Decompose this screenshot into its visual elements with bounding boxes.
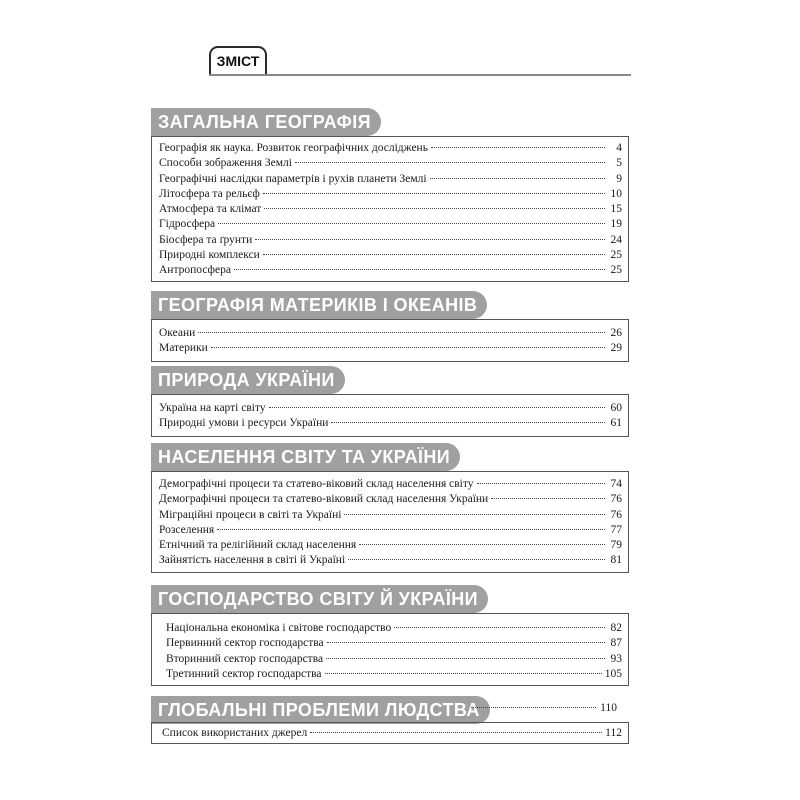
toc-entry[interactable] (159, 202, 622, 217)
toc-entry-title: Океани (159, 327, 196, 339)
toc-entry[interactable] (166, 667, 622, 682)
dot-leader (218, 223, 605, 224)
section-title: ГЕОГРАФІЯ МАТЕРИКІВ І ОКЕАНІВ (151, 291, 487, 319)
dot-leader (263, 193, 605, 194)
section-economy (151, 585, 631, 686)
toc-entry-page: 105 (604, 667, 622, 680)
toc-entry[interactable] (159, 508, 622, 523)
toc-entry-page: 93 (610, 652, 622, 665)
dot-leader (198, 332, 605, 333)
toc-entry-title: Розселення (159, 523, 215, 536)
toc-entry[interactable] (159, 523, 622, 538)
toc-entry-title: Первинний сектор господарства (166, 637, 324, 650)
toc-entry-page: 25 (610, 264, 622, 277)
toc-entry-title: Природні комплекси (159, 249, 260, 262)
section-title: ПРИРОДА УКРАЇНИ (151, 366, 345, 394)
toc-entry[interactable] (159, 172, 622, 187)
toc-entry-page: 26 (610, 327, 622, 339)
toc-entry-page: 15 (610, 203, 622, 216)
contents-title: ЗМІСТ (209, 46, 267, 74)
header-rule (209, 74, 631, 76)
dot-leader (394, 627, 605, 628)
dot-leader (471, 707, 596, 708)
toc-entry[interactable] (166, 636, 622, 651)
toc-entry-page: 5 (616, 157, 622, 170)
toc-entry-page: 19 (610, 218, 622, 231)
dot-leader (327, 642, 605, 643)
toc-entry[interactable] (159, 538, 622, 553)
toc-entry-page: 82 (610, 622, 622, 634)
section-title[interactable]: ГЛОБАЛЬНІ ПРОБЛЕМИ ЛЮДСТВА (151, 696, 490, 724)
toc-entry-page: 87 (610, 637, 622, 650)
section-general-geography (151, 108, 631, 282)
toc-entry[interactable] (166, 621, 622, 636)
toc-entry-sources[interactable] (162, 726, 622, 741)
section-page: 110 (600, 702, 617, 714)
dot-leader (326, 658, 605, 659)
toc-entry-title: Природні умови і ресурси України (159, 417, 329, 430)
toc-entry-page: 9 (616, 172, 622, 185)
dot-leader (344, 514, 605, 515)
section-title-leader (471, 702, 617, 714)
toc-entry-title: Демографічні процеси та статево-віковий склад населення України (159, 493, 489, 506)
section-title: НАСЕЛЕННЯ СВІТУ ТА УКРАЇНИ (151, 443, 460, 471)
section-items (151, 471, 629, 573)
toc-entry-title: Способи зображення Землі (159, 157, 292, 170)
toc-entry-title: Національна економіка і світове господарство (166, 622, 392, 634)
dot-leader (477, 483, 606, 484)
toc-entry-page: 29 (610, 342, 622, 355)
toc-entry-title: Міграційні процеси в світі та Україні (159, 508, 342, 521)
toc-entry-title: Біосфера та ґрунти (159, 233, 253, 246)
toc-entry-title: Географія як наука. Розвиток географічних досліджень (159, 142, 428, 154)
toc-entry[interactable] (159, 341, 622, 356)
section-items (151, 394, 629, 437)
dot-leader (234, 269, 605, 270)
toc-entry-page: 60 (610, 402, 622, 414)
toc-entry[interactable] (159, 326, 622, 341)
toc-entry-page: 24 (610, 233, 622, 246)
section-population (151, 443, 631, 573)
section-nature-ukraine (151, 366, 631, 437)
toc-entry-title: Демографічні процеси та статево-віковий склад населення світу (159, 478, 474, 490)
toc-entry-page: 74 (610, 478, 622, 490)
toc-entry-page: 112 (605, 727, 622, 739)
section-title: ГОСПОДАРСТВО СВІТУ Й УКРАЇНИ (151, 585, 488, 613)
dot-leader (264, 208, 605, 209)
dot-leader (255, 239, 605, 240)
toc-entry-title: Третинний сектор господарства (166, 667, 322, 680)
toc-entry-title: Атмосфера та клімат (159, 203, 262, 216)
toc-entry-title: Гідросфера (159, 218, 216, 231)
toc-entry-title: Етнічний та релігійний склад населення (159, 539, 357, 552)
toc-entry-page: 79 (610, 539, 622, 552)
dot-leader (491, 498, 605, 499)
toc-entry[interactable] (159, 401, 622, 416)
section-global-problems (151, 696, 631, 746)
dot-leader (263, 254, 605, 255)
toc-entry[interactable] (159, 187, 622, 202)
dot-leader (310, 732, 602, 733)
toc-entry[interactable] (159, 141, 622, 156)
dot-leader (269, 407, 605, 408)
toc-entry[interactable] (159, 233, 622, 248)
toc-entry-title: Літосфера та рельєф (159, 187, 260, 200)
toc-entry-title: Список використаних джерел (162, 727, 308, 739)
toc-entry-title: Україна на карті світу (159, 402, 266, 414)
toc-entry-page: 61 (610, 417, 622, 430)
dot-leader (430, 178, 605, 179)
toc-entry-title: Материки (159, 342, 208, 355)
dot-leader (431, 147, 605, 148)
toc-entry[interactable] (159, 553, 622, 568)
toc-entry-page: 10 (610, 187, 622, 200)
sources-box (151, 722, 629, 744)
toc-entry-page: 25 (610, 249, 622, 262)
toc-entry-title: Зайнятість населення в світі й Україні (159, 554, 346, 567)
dot-leader (331, 422, 605, 423)
dot-leader (348, 559, 605, 560)
toc-entry[interactable] (159, 217, 622, 232)
dot-leader (217, 529, 605, 530)
toc-entry[interactable] (166, 652, 622, 667)
toc-entry[interactable] (159, 156, 622, 171)
toc-entry-page: 81 (610, 554, 622, 567)
toc-entry-page: 76 (610, 508, 622, 521)
toc-entry-page: 76 (610, 493, 622, 506)
toc-entry[interactable] (159, 492, 622, 507)
toc-entry-page: 4 (616, 142, 622, 154)
contents-header (209, 46, 631, 76)
toc-entry[interactable] (159, 263, 622, 278)
toc-entry[interactable] (159, 416, 622, 431)
toc-entry-title: Антропосфера (159, 264, 231, 277)
dot-leader (295, 162, 605, 163)
dot-leader (359, 544, 605, 545)
toc-entry-page: 77 (610, 523, 622, 536)
dot-leader (211, 347, 605, 348)
section-items (151, 136, 629, 282)
toc-entry[interactable] (159, 477, 622, 492)
section-title: ЗАГАЛЬНА ГЕОГРАФІЯ (151, 108, 381, 136)
section-continents-oceans (151, 291, 631, 362)
section-items (151, 319, 629, 362)
toc-entry[interactable] (159, 248, 622, 263)
toc-entry-title: Вторинний сектор господарства (166, 652, 324, 665)
section-items (151, 613, 629, 686)
dot-leader (325, 673, 602, 674)
toc-entry-title: Географічні наслідки параметрів і рухів планети Землі (159, 172, 427, 185)
